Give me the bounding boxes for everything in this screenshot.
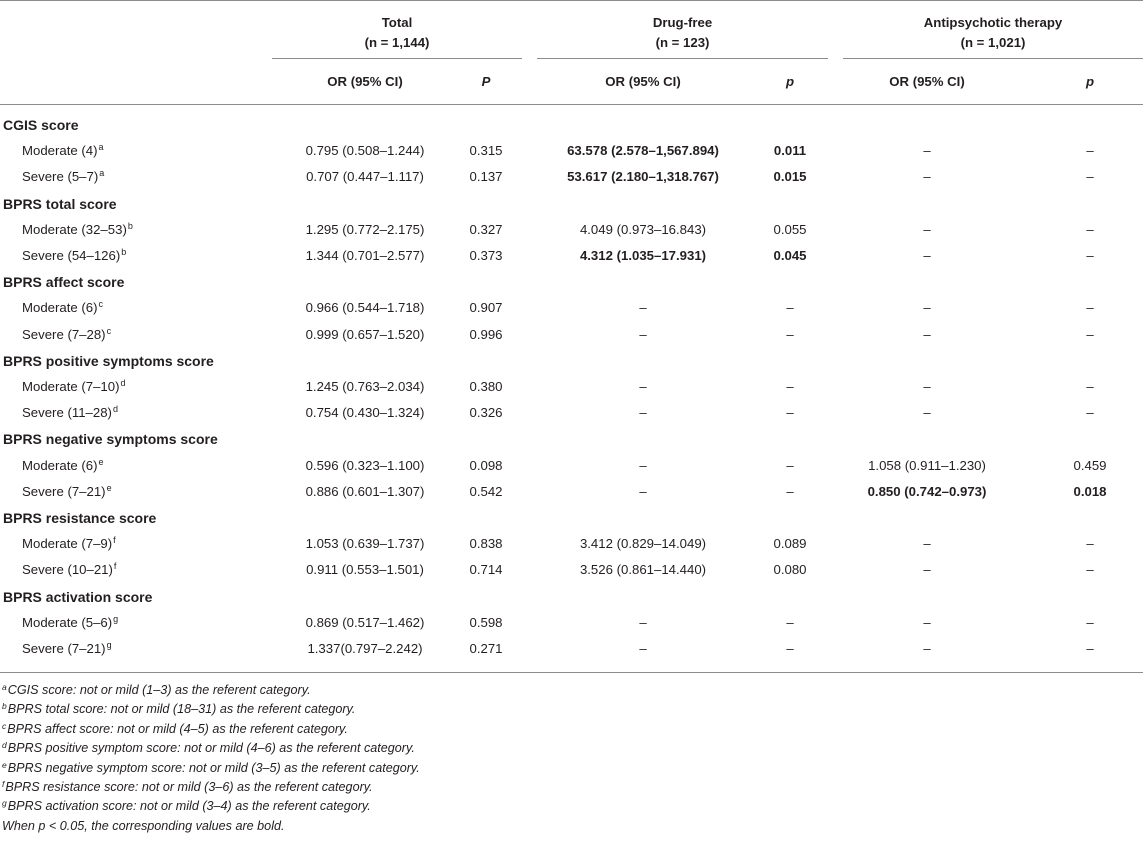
cell-antipsychotic-p: – bbox=[1086, 641, 1094, 656]
footnote bbox=[2, 740, 415, 756]
row-label-text: Severe (7–21) bbox=[22, 641, 106, 656]
cell-drug-free-p: – bbox=[786, 300, 794, 316]
row-label-text: Moderate (6) bbox=[22, 300, 98, 316]
section-title: BPRS activation score bbox=[3, 588, 153, 605]
cell-total-p: 0.542 bbox=[469, 483, 503, 499]
cell-antipsychotic-or: – bbox=[923, 614, 931, 630]
footnote-text: BPRS positive symptom score: not or mild (4–6) as the referent category. bbox=[7, 741, 415, 756]
group-underline-antipsychotic bbox=[843, 58, 1143, 59]
row-label-text: Moderate (7–9) bbox=[22, 536, 113, 552]
row-label-sup: b bbox=[121, 247, 127, 257]
section-title: BPRS affect score bbox=[3, 274, 125, 291]
section-title: BPRS positive symptoms score bbox=[3, 352, 214, 369]
subcol-antipsychotic-or: OR (95% CI) bbox=[889, 74, 965, 89]
row-label-sup: c bbox=[98, 299, 103, 310]
footnote-sup: b bbox=[2, 701, 7, 712]
cell-antipsychotic-p: – bbox=[1086, 405, 1094, 421]
row-label-text: Severe (7–28) bbox=[22, 326, 106, 342]
row-label bbox=[22, 222, 133, 238]
cell-antipsychotic-p: – bbox=[1086, 379, 1094, 394]
cell-antipsychotic-or: – bbox=[923, 169, 931, 185]
row-label-text: Moderate (4) bbox=[22, 143, 98, 159]
row-label-text: Severe (7–21) bbox=[22, 483, 106, 499]
cell-total-or: 0.999 (0.657–1.520) bbox=[305, 326, 425, 342]
top-rule bbox=[0, 0, 1143, 1]
cell-antipsychotic-or: – bbox=[923, 405, 931, 421]
row-label-sup: f bbox=[113, 561, 117, 572]
cell-antipsychotic-or: 0.850 (0.742–0.973) bbox=[867, 483, 987, 499]
footnote bbox=[2, 721, 348, 737]
cell-total-p: 0.315 bbox=[469, 143, 503, 159]
row-label bbox=[22, 379, 126, 395]
cell-total-or: 1.337(0.797–2.242) bbox=[307, 641, 423, 656]
footnote-text: BPRS activation score: not or mild (3–4) as the referent category. bbox=[7, 799, 371, 814]
row-label bbox=[22, 615, 118, 631]
cell-total-or: 1.245 (0.763–2.034) bbox=[305, 379, 425, 394]
cell-antipsychotic-p: – bbox=[1086, 221, 1094, 237]
footnote-sup: e bbox=[2, 759, 7, 770]
cell-total-p: 0.380 bbox=[469, 379, 503, 394]
cell-antipsychotic-p: – bbox=[1086, 536, 1094, 552]
footnote-sup: f bbox=[2, 779, 5, 789]
cell-antipsychotic-or: – bbox=[923, 326, 931, 342]
row-label-text: Severe (11–28) bbox=[22, 405, 112, 421]
cell-antipsychotic-p: – bbox=[1086, 300, 1094, 316]
subcol-drug-free-or: OR (95% CI) bbox=[605, 74, 681, 89]
cell-total-or: 1.053 (0.639–1.737) bbox=[305, 536, 425, 552]
group-underline-drug-free bbox=[537, 58, 828, 59]
row-label-sup: g bbox=[113, 613, 119, 624]
cell-antipsychotic-or: – bbox=[923, 379, 931, 394]
cell-antipsychotic-p: – bbox=[1086, 562, 1094, 578]
footnote-text: BPRS negative symptom score: not or mild (3–5) as the referent category. bbox=[7, 760, 420, 775]
cell-drug-free-or: – bbox=[639, 405, 647, 421]
row-label-sup: d bbox=[112, 404, 118, 415]
row-label-sup: e bbox=[98, 456, 104, 467]
footnote-sup: g bbox=[2, 798, 7, 809]
cell-antipsychotic-p: – bbox=[1086, 248, 1094, 263]
footnote bbox=[2, 818, 285, 834]
footnote-text: CGIS score: not or mild (1–3) as the referent category. bbox=[7, 683, 311, 697]
cell-drug-free-or: 3.526 (0.861–14.440) bbox=[579, 562, 707, 578]
cell-antipsychotic-or: – bbox=[923, 248, 931, 263]
row-label bbox=[22, 458, 104, 474]
row-label-text: Moderate (7–10) bbox=[22, 379, 120, 394]
subcol-drug-free-p: p bbox=[785, 74, 795, 89]
cell-antipsychotic-or: – bbox=[923, 221, 931, 237]
footnote-text: BPRS affect score: not or mild (4–5) as the referent category. bbox=[7, 721, 348, 736]
cell-antipsychotic-p: – bbox=[1086, 326, 1094, 342]
cell-drug-free-or: – bbox=[639, 379, 647, 394]
cell-total-or: 1.344 (0.701–2.577) bbox=[305, 248, 425, 263]
row-label-sup: a bbox=[99, 168, 105, 179]
cell-total-or: 0.886 (0.601–1.307) bbox=[305, 483, 425, 499]
footnote bbox=[2, 798, 371, 814]
footnote bbox=[2, 682, 311, 698]
row-label bbox=[22, 300, 103, 316]
footnote-sup: a bbox=[2, 682, 7, 692]
cell-antipsychotic-p: 0.018 bbox=[1073, 483, 1107, 499]
footnote-text: When p < 0.05, the corresponding values are bold. bbox=[2, 818, 285, 833]
cell-drug-free-or: 4.049 (0.973–16.843) bbox=[579, 221, 707, 237]
row-label bbox=[22, 143, 104, 159]
group-underline-total bbox=[272, 58, 522, 59]
cell-total-p: 0.271 bbox=[469, 641, 503, 656]
footnote bbox=[2, 779, 373, 795]
cell-antipsychotic-p: 0.459 bbox=[1073, 457, 1107, 473]
cell-drug-free-or: – bbox=[639, 326, 647, 342]
row-label-text: Moderate (32–53) bbox=[22, 221, 127, 237]
cell-antipsychotic-p: – bbox=[1086, 614, 1094, 630]
group-title-antipsychotic: Antipsychotic therapy bbox=[923, 15, 1063, 30]
row-label-sup: d bbox=[120, 378, 126, 388]
row-label-sup: c bbox=[106, 325, 112, 336]
cell-antipsychotic-or: – bbox=[923, 143, 931, 159]
footnote-sup: c bbox=[2, 720, 7, 731]
cell-total-p: 0.373 bbox=[469, 248, 503, 263]
cell-total-p: 0.098 bbox=[469, 457, 503, 473]
row-label bbox=[22, 248, 126, 264]
cell-total-or: 0.707 (0.447–1.117) bbox=[306, 169, 424, 185]
group-title-drug-free: Drug-free bbox=[652, 15, 713, 30]
cell-antipsychotic-or: 1.058 (0.911–1.230) bbox=[868, 457, 986, 473]
cell-total-p: 0.838 bbox=[469, 536, 503, 552]
cell-antipsychotic-or: – bbox=[923, 641, 931, 656]
cell-drug-free-or: – bbox=[639, 483, 647, 499]
cell-drug-free-p: 0.055 bbox=[773, 221, 807, 237]
cell-drug-free-p: – bbox=[786, 457, 794, 473]
cell-drug-free-or: – bbox=[639, 300, 647, 316]
cell-drug-free-p: – bbox=[786, 326, 794, 342]
row-label bbox=[22, 641, 112, 657]
cell-drug-free-or: 53.617 (2.180–1,318.767) bbox=[567, 169, 719, 185]
cell-drug-free-or: – bbox=[639, 457, 647, 473]
row-label bbox=[22, 562, 116, 578]
cell-drug-free-p: – bbox=[786, 405, 794, 421]
cell-drug-free-or: – bbox=[639, 641, 647, 656]
row-label-text: Severe (10–21) bbox=[22, 562, 113, 578]
group-n-drug-free: (n = 123) bbox=[655, 35, 710, 50]
row-label bbox=[22, 536, 116, 552]
cell-total-p: 0.326 bbox=[469, 405, 503, 421]
section-title: BPRS total score bbox=[3, 195, 117, 212]
cell-drug-free-p: 0.089 bbox=[773, 536, 807, 552]
cell-drug-free-p: – bbox=[786, 614, 794, 630]
footnote bbox=[2, 760, 420, 776]
cell-total-p: 0.598 bbox=[469, 614, 503, 630]
cell-drug-free-p: 0.015 bbox=[773, 169, 807, 185]
footnote-text: BPRS total score: not or mild (18–31) as the referent category. bbox=[7, 702, 356, 717]
row-label-sup: b bbox=[127, 220, 133, 231]
cell-drug-free-or: – bbox=[639, 614, 647, 630]
cell-drug-free-p: – bbox=[786, 483, 794, 499]
cell-drug-free-or: 3.412 (0.829–14.049) bbox=[579, 536, 707, 552]
table-bottom-rule bbox=[0, 672, 1143, 673]
row-label-sup: a bbox=[98, 142, 104, 153]
header-bottom-rule bbox=[0, 104, 1143, 105]
row-label bbox=[22, 405, 118, 421]
subcol-total-or: OR (95% CI) bbox=[327, 74, 403, 89]
row-label-text: Moderate (6) bbox=[22, 457, 98, 473]
row-label-text: Severe (5–7) bbox=[22, 169, 99, 185]
footnote bbox=[2, 701, 355, 717]
footnote-text: BPRS resistance score: not or mild (3–6) as the referent category. bbox=[5, 780, 373, 794]
cell-drug-free-p: 0.011 bbox=[773, 143, 807, 159]
group-n-total: (n = 1,144) bbox=[364, 35, 430, 50]
row-label bbox=[22, 327, 111, 343]
cell-total-p: 0.137 bbox=[469, 169, 503, 185]
cell-total-p: 0.714 bbox=[469, 562, 503, 578]
cell-total-or: 0.966 (0.544–1.718) bbox=[305, 300, 425, 316]
row-label bbox=[22, 484, 112, 500]
row-label-sup: e bbox=[106, 482, 112, 493]
cell-antipsychotic-p: – bbox=[1086, 169, 1094, 185]
cell-total-p: 0.996 bbox=[469, 326, 503, 342]
cell-total-or: 0.754 (0.430–1.324) bbox=[305, 405, 425, 421]
group-n-antipsychotic: (n = 1,021) bbox=[960, 35, 1026, 50]
cell-total-p: 0.327 bbox=[469, 221, 503, 237]
subcol-antipsychotic-p: p bbox=[1085, 74, 1095, 89]
cell-total-or: 0.911 (0.553–1.501) bbox=[306, 562, 424, 578]
cell-drug-free-p: 0.045 bbox=[773, 248, 807, 263]
cell-antipsychotic-or: – bbox=[923, 562, 931, 578]
cell-total-or: 0.795 (0.508–1.244) bbox=[305, 143, 425, 159]
cell-drug-free-or: 63.578 (2.578–1,567.894) bbox=[567, 143, 719, 159]
subcol-total-p: P bbox=[481, 74, 491, 89]
row-label-sup: f bbox=[113, 535, 116, 546]
cell-drug-free-or: 4.312 (1.035–17.931) bbox=[579, 248, 707, 263]
row-label-text: Moderate (5–6) bbox=[22, 614, 113, 630]
cell-antipsychotic-or: – bbox=[923, 300, 931, 316]
cell-total-or: 0.596 (0.323–1.100) bbox=[305, 457, 425, 473]
section-title: CGIS score bbox=[3, 117, 79, 133]
cell-total-or: 0.869 (0.517–1.462) bbox=[305, 614, 425, 630]
cell-drug-free-p: – bbox=[786, 641, 794, 656]
cell-drug-free-p: 0.080 bbox=[773, 562, 807, 578]
footnote-sup: d bbox=[2, 740, 7, 751]
cell-drug-free-p: – bbox=[786, 379, 794, 394]
cell-total-or: 1.295 (0.772–2.175) bbox=[305, 221, 425, 237]
row-label-sup: g bbox=[106, 640, 112, 650]
section-title: BPRS resistance score bbox=[3, 510, 157, 526]
row-label bbox=[22, 169, 104, 185]
cell-antipsychotic-or: – bbox=[923, 536, 931, 552]
cell-total-p: 0.907 bbox=[469, 300, 503, 316]
section-title: BPRS negative symptoms score bbox=[3, 431, 218, 448]
row-label-text: Severe (54–126) bbox=[22, 248, 121, 263]
cell-antipsychotic-p: – bbox=[1086, 143, 1094, 159]
group-title-total: Total bbox=[381, 15, 413, 30]
